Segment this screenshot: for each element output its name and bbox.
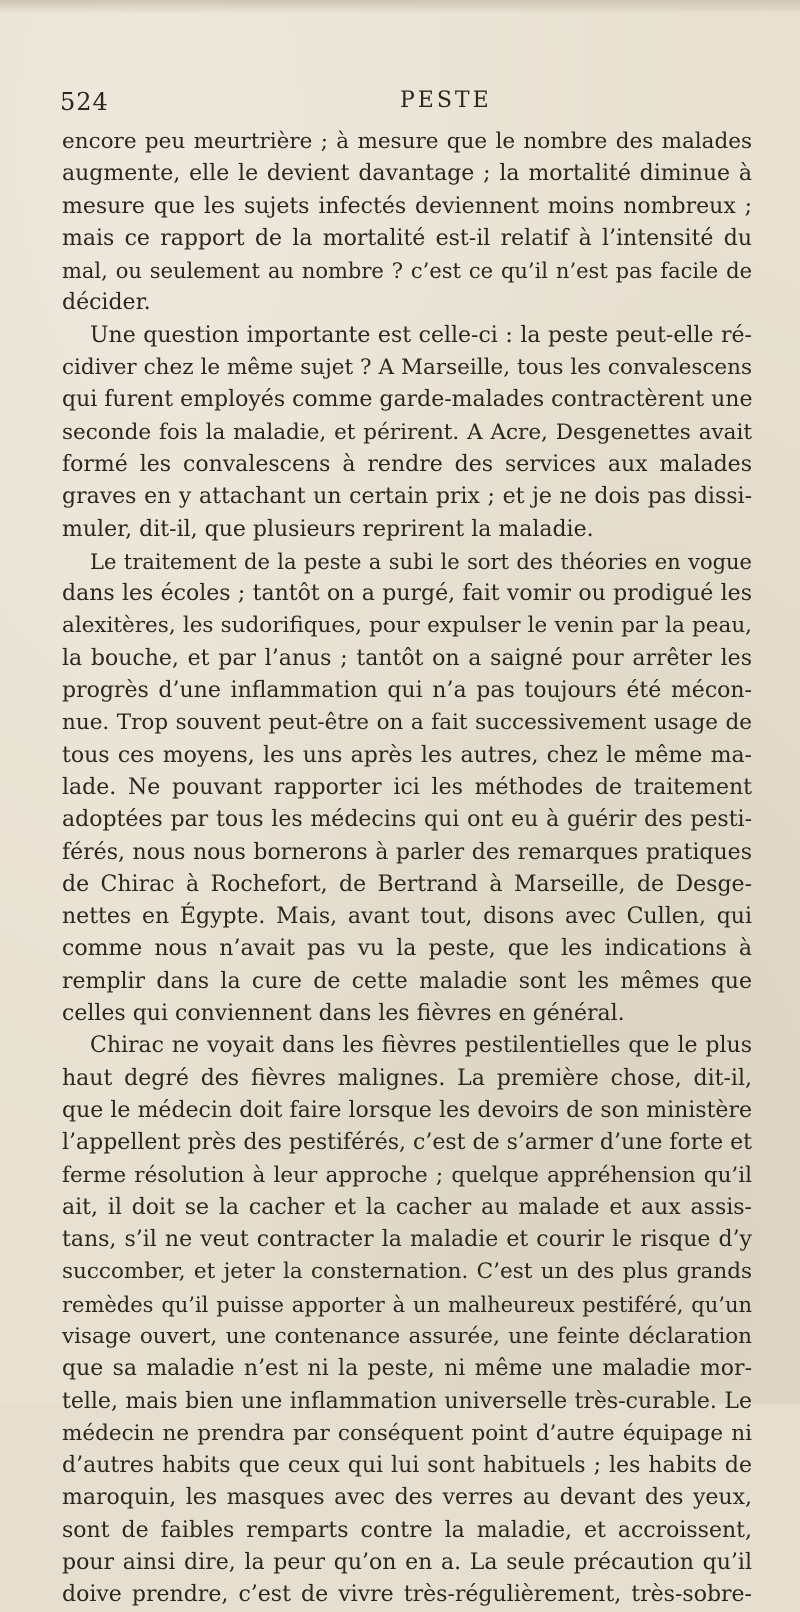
body-text <box>62 126 752 1612</box>
text-line: remplir dans la cure de cette maladie sont les mêmes que <box>62 968 752 994</box>
text-line: de Chirac à Rochefort, de Bertrand à Marseille, de Desge- <box>62 871 752 897</box>
text-line: telle, mais bien une inflammation universelle très-curable. Le <box>62 1388 752 1414</box>
text-line: augmente, elle le devient davantage ; la mortalité diminue à <box>62 161 752 187</box>
text-line: tans, s’il ne veut contracter la maladie et courir le risque d’y <box>62 1227 752 1253</box>
text-line: la bouche, et par l’anus ; tantôt on a saigné pour arrêter les <box>62 645 752 671</box>
text-line: graves en y attachant un certain prix ; et je ne dois pas dissi- <box>62 484 752 510</box>
text-line: progrès d’une inflammation qui n’a pas toujours été mécon- <box>62 678 752 704</box>
text-line: d’autres habits que ceux qui lui sont habituels ; les habits de <box>62 1453 752 1479</box>
text-line: succomber, et jeter la consternation. C’est un des plus grands <box>62 1259 752 1285</box>
text-line: décider. <box>62 290 151 316</box>
text-line: l’appellent près des pestiférés, c’est de s’armer d’une forte et <box>62 1130 752 1156</box>
text-line: Chirac ne voyait dans les fièvres pestilentielles que le plus <box>90 1033 752 1059</box>
text-line: formé les convalescens à rendre des services aux malades <box>62 451 752 477</box>
text-line: mal, ou seulement au nombre ? c’est ce qu’il n’est pas facile de <box>62 259 752 284</box>
text-line: nue. Trop souvent peut-être on a fait successivement usage de <box>62 710 752 736</box>
text-line: encore peu meurtrière ; à mesure que le nombre des malades <box>62 129 752 154</box>
text-line: lade. Ne pouvant rapporter ici les méthodes de traitement <box>62 774 752 800</box>
text-line: pour ainsi dire, la peur qu’on en a. La seule précaution qu’il <box>62 1550 752 1576</box>
text-line: qui furent employés comme garde-malades contractèrent une <box>62 387 753 413</box>
text-line: dans les écoles ; tantôt on a purgé, fait vomir ou prodigué les <box>62 581 752 607</box>
text-line: que sa maladie n’est ni la peste, ni même une maladie mor- <box>62 1356 752 1382</box>
text-line: seconde fois la maladie, et périrent. A Acre, Desgenettes avait <box>62 419 752 445</box>
page-header <box>60 88 750 124</box>
text-line: doive prendre, c’est de vivre très-régulièrement, très-sobre- <box>62 1582 752 1608</box>
text-line: médecin ne prendra par conséquent point d’autre équipage ni <box>62 1420 752 1446</box>
text-line: celles qui conviennent dans les fièvres en général. <box>62 1001 625 1027</box>
page-number: 524 <box>60 88 109 116</box>
text-line: adoptées par tous les médecins qui ont eu à guérir des pesti- <box>62 807 752 833</box>
text-line: mais ce rapport de la mortalité est-il relatif à l’intensité du <box>62 225 752 251</box>
text-line: nettes en Égypte. Mais, avant tout, disons avec Cullen, qui <box>62 904 752 930</box>
text-line: ferme résolution à leur approche ; quelque appréhension qu’il <box>62 1162 752 1188</box>
text-line: cidiver chez le même sujet ? A Marseille, tous les convalescens <box>62 355 752 381</box>
text-line: ait, il doit se la cacher et la cacher au malade et aux assis- <box>62 1194 752 1220</box>
running-title: PESTE <box>400 88 492 113</box>
text-line: maroquin, les masques avec des verres au devant des yeux, <box>62 1485 752 1511</box>
text-line: mesure que les sujets infectés deviennent moins nombreux ; <box>62 193 752 219</box>
text-line: remèdes qu’il puisse apporter à un malheureux pestiféré, qu’un <box>62 1292 752 1317</box>
text-line: férés, nous nous bornerons à parler des remarques pratiques <box>62 839 752 865</box>
page-top-edge <box>0 0 800 14</box>
text-line: sont de faibles remparts contre la maladie, et accroissent, <box>62 1517 752 1543</box>
text-line: tous ces moyens, les uns après les autres, chez le même ma- <box>62 742 752 768</box>
text-line: Une question importante est celle-ci : la peste peut-elle ré- <box>90 322 752 348</box>
text-line: haut degré des fièvres malignes. La première chose, dit-il, <box>62 1065 752 1091</box>
text-line: visage ouvert, une contenance assurée, une feinte déclaration <box>62 1323 752 1349</box>
text-line: muler, dit-il, que plusieurs reprirent la maladie. <box>62 516 594 542</box>
text-line: comme nous n’avait pas vu la peste, que les indications à <box>62 936 752 962</box>
text-line: que le médecin doit faire lorsque les devoirs de son ministère <box>62 1097 752 1123</box>
text-line: Le traitement de la peste a subi le sort des théories en vogue <box>90 549 752 574</box>
text-line: alexitères, les sudorifiques, pour expulser le venin par la peau, <box>62 613 752 639</box>
